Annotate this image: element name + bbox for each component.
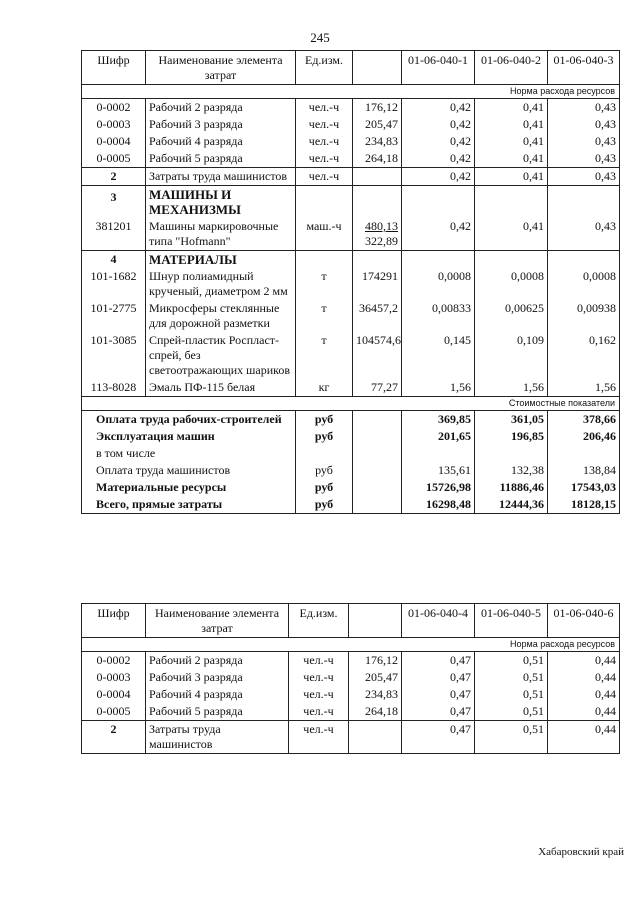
row-value: 0,44 [548,652,620,670]
cost-value: 17543,03 [548,479,620,496]
row-price: 36457,2 [353,300,402,332]
row-code: 0-0005 [82,703,146,721]
row-name: Микросферы стеклянные для дорожной разметки [146,300,296,332]
machinists-row [82,721,620,754]
row-name: Спрей-пластик Роспласт-спрей, без светоотражающих шариков [146,332,296,379]
row-code: 0-0003 [82,116,146,133]
row-value: 1,56 [402,379,475,397]
machine-price-primary: 480,13 [365,219,398,233]
header-code: Шифр [82,51,146,85]
row-value: 0,42 [402,218,475,251]
row-price: 234,83 [353,133,402,150]
row-unit: чел.-ч [296,99,353,117]
material-row [82,300,620,332]
row-price: 264,18 [353,150,402,168]
header-name: Наименование элемента затрат [146,51,296,85]
row-unit: чел.-ч [289,652,349,670]
machines-section-row [82,186,620,219]
row-value: 0,42 [402,133,475,150]
row-value: 0,44 [548,703,620,721]
row-code: 0-0005 [82,150,146,168]
row-value: 0,51 [475,721,548,754]
row-unit: маш.-ч [296,218,353,251]
cost-caption: Стоимостные показатели [82,397,620,411]
cost-value: 16298,48 [402,496,475,514]
row-value: 0,47 [402,686,475,703]
cost-value: 18128,15 [548,496,620,514]
cost-unit: руб [296,428,353,445]
row-value: 0,43 [548,99,620,117]
row-unit: т [296,268,353,300]
cost-row [82,496,620,514]
cost-unit: руб [296,411,353,429]
row-value: 0,51 [475,686,548,703]
row-value: 0,41 [475,218,548,251]
header-code: Шифр [82,604,146,638]
machine-row [82,218,620,251]
table-row [82,686,620,703]
row-value: 0,00938 [548,300,620,332]
row-price: 205,47 [353,116,402,133]
cost-name: Оплата труда машинистов [82,462,296,479]
header-col: 01-06-040-1 [402,51,475,85]
row-price: 176,12 [353,99,402,117]
header-col: 01-06-040-3 [548,51,620,85]
row-code: 0-0003 [82,669,146,686]
row-price: 77,27 [353,379,402,397]
table-header-row [82,604,620,638]
row-name: Рабочий 5 разряда [146,150,296,168]
cost-value: 12444,36 [475,496,548,514]
cost-name: Материальные ресурсы [82,479,296,496]
header-price [349,604,402,638]
row-unit: т [296,332,353,379]
norm-caption-row [82,85,620,99]
row-unit: чел.-ч [289,721,349,754]
cost-value: 132,38 [475,462,548,479]
table-row [82,99,620,117]
resource-table-2 [81,603,620,754]
row-price [353,218,402,251]
row-name: Рабочий 3 разряда [146,116,296,133]
row-price: 205,47 [349,669,402,686]
cost-unit: руб [296,462,353,479]
header-col: 01-06-040-5 [475,604,548,638]
row-code: 381201 [82,218,146,251]
row-value: 0,47 [402,703,475,721]
row-value: 0,51 [475,652,548,670]
cost-value: 15726,98 [402,479,475,496]
row-value: 0,47 [402,721,475,754]
row-price: 264,18 [349,703,402,721]
header-col: 01-06-040-4 [402,604,475,638]
row-unit: кг [296,379,353,397]
header-name: Наименование элемента затрат [146,604,289,638]
row-code: 0-0002 [82,652,146,670]
row-price: 176,12 [349,652,402,670]
row-code: 2 [82,168,146,186]
row-value: 0,42 [402,168,475,186]
row-value: 0,42 [402,99,475,117]
resource-table-1 [81,50,620,514]
row-value: 0,41 [475,99,548,117]
row-unit: чел.-ч [296,168,353,186]
cost-value: 201,65 [402,428,475,445]
norm-caption-row [82,638,620,652]
cost-unit: руб [296,496,353,514]
cost-name: Эксплуатация машин [82,428,296,445]
table-row [82,116,620,133]
row-unit: чел.-ч [296,116,353,133]
section-title: МАШИНЫ И МЕХАНИЗМЫ [146,186,296,219]
norm-caption: Норма расхода ресурсов [82,638,620,652]
table-row [82,133,620,150]
row-price [349,721,402,754]
cost-value: 11886,46 [475,479,548,496]
row-value: 0,109 [475,332,548,379]
row-name: Рабочий 2 разряда [146,652,289,670]
row-value: 0,0008 [548,268,620,300]
materials-section-row [82,251,620,269]
row-name: Рабочий 3 разряда [146,669,289,686]
row-name: Эмаль ПФ-115 белая [146,379,296,397]
row-value: 0,43 [548,218,620,251]
page-number: 245 [310,30,330,45]
row-value: 0,44 [548,686,620,703]
cost-value: 361,05 [475,411,548,429]
cost-value: 206,46 [548,428,620,445]
section-code: 3 [82,186,146,219]
row-value: 0,0008 [475,268,548,300]
row-value: 0,42 [402,116,475,133]
row-price: 234,83 [349,686,402,703]
row-code: 101-2775 [82,300,146,332]
cost-row [82,462,620,479]
cost-value: 369,85 [402,411,475,429]
row-name: Рабочий 5 разряда [146,703,289,721]
section-title: МАТЕРИАЛЫ [146,251,296,269]
row-value: 0,51 [475,669,548,686]
material-row [82,379,620,397]
row-code: 101-1682 [82,268,146,300]
material-row [82,332,620,379]
row-value: 0,44 [548,721,620,754]
row-code: 2 [82,721,146,754]
row-unit: чел.-ч [289,686,349,703]
row-price: 104574,6 [353,332,402,379]
row-name: Шнур полиамидный крученый, диаметром 2 мм [146,268,296,300]
row-name: Рабочий 4 разряда [146,133,296,150]
row-price [353,168,402,186]
table-row [82,669,620,686]
row-unit: т [296,300,353,332]
cost-row [82,428,620,445]
row-unit: чел.-ч [289,703,349,721]
table-row [82,150,620,168]
cost-unit: руб [296,479,353,496]
header-col: 01-06-040-2 [475,51,548,85]
section-code: 4 [82,251,146,269]
row-unit: чел.-ч [296,133,353,150]
row-value: 0,47 [402,652,475,670]
cost-name: Всего, прямые затраты [82,496,296,514]
row-value: 0,43 [548,133,620,150]
row-value: 0,00625 [475,300,548,332]
header-unit: Ед.изм. [289,604,349,638]
row-code: 101-3085 [82,332,146,379]
row-name: Затраты труда машинистов [146,721,289,754]
row-name: Рабочий 4 разряда [146,686,289,703]
row-value: 0,43 [548,168,620,186]
row-unit: чел.-ч [289,669,349,686]
row-name: Машины маркировочные типа "Hofmann" [146,218,296,251]
table-header-row [82,51,620,85]
row-value: 0,51 [475,703,548,721]
row-value: 1,56 [548,379,620,397]
row-name: Затраты труда машинистов [146,168,296,186]
row-code: 0-0004 [82,686,146,703]
region-footer: Хабаровский край [538,846,624,858]
table-row [82,703,620,721]
cost-caption-row [82,397,620,411]
row-value: 0,44 [548,669,620,686]
table-row [82,652,620,670]
header-price [353,51,402,85]
row-price: 174291 [353,268,402,300]
row-value: 0,41 [475,116,548,133]
row-value: 0,43 [548,150,620,168]
material-row [82,268,620,300]
cost-name: Оплата труда рабочих-строителей [82,411,296,429]
row-value: 0,162 [548,332,620,379]
header-col: 01-06-040-6 [548,604,620,638]
row-code: 113-8028 [82,379,146,397]
machinists-row [82,168,620,186]
cost-row [82,411,620,429]
row-value: 0,145 [402,332,475,379]
row-code: 0-0002 [82,99,146,117]
cost-value: 378,66 [548,411,620,429]
row-value: 0,42 [402,150,475,168]
cost-value: 196,85 [475,428,548,445]
row-value: 1,56 [475,379,548,397]
norm-caption: Норма расхода ресурсов [82,85,620,99]
row-value: 0,41 [475,133,548,150]
row-unit: чел.-ч [296,150,353,168]
cost-row [82,479,620,496]
row-value: 0,47 [402,669,475,686]
row-value: 0,0008 [402,268,475,300]
row-value: 0,41 [475,168,548,186]
row-value: 0,43 [548,116,620,133]
cost-value: 138,84 [548,462,620,479]
row-code: 0-0004 [82,133,146,150]
cost-row [82,445,620,462]
cost-name: в том числе [82,445,296,462]
machine-price-secondary: 322,89 [365,234,398,248]
row-value: 0,00833 [402,300,475,332]
row-value: 0,41 [475,150,548,168]
cost-value: 135,61 [402,462,475,479]
header-unit: Ед.изм. [296,51,353,85]
row-name: Рабочий 2 разряда [146,99,296,117]
